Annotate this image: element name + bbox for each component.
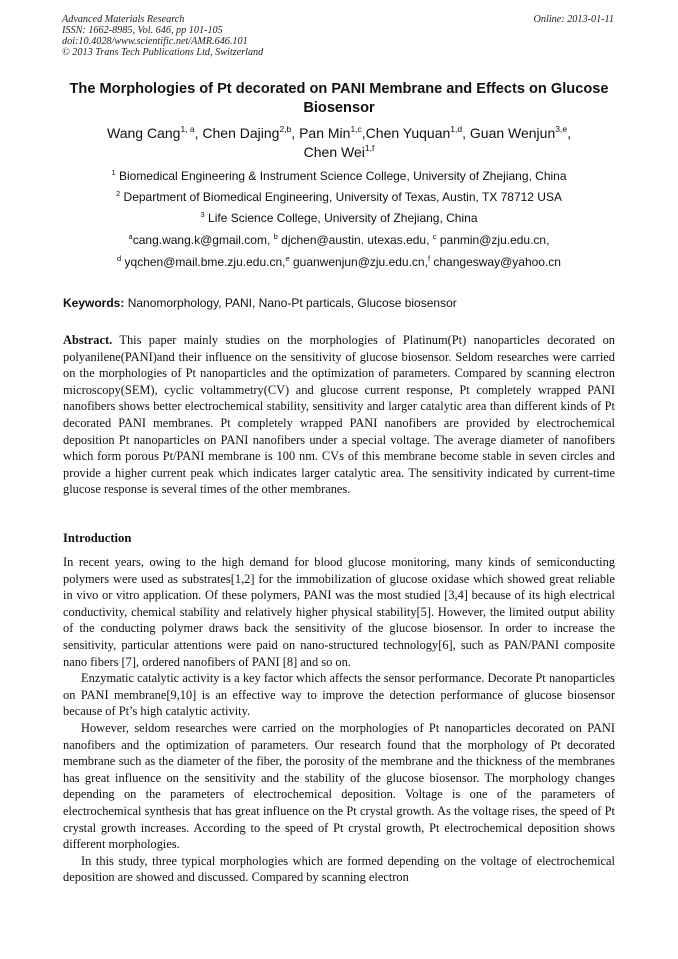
affiliation: $^1$ Biomedical Engineering & Instrument Science College, University of Zhejiang, China — [111, 168, 567, 183]
email-line — [60, 233, 618, 247]
email[interactable]: $^d$ yqchen@mail.bme.zju.edu.cn, — [117, 254, 286, 269]
copyright-line: © 2013 Trans Tech Publications Ltd, Switzerland — [62, 47, 264, 58]
abstract — [63, 332, 615, 498]
affiliation: $^2$ Department of Biomedical Engineering, University of Texas, Austin, TX 78712 USA — [116, 189, 562, 204]
abstract-text: This paper mainly studies on the morphologies of Platinum(Pt) nanoparticles decorated on polyanilene(PANI)and their influence on the sensitivity of glucose biosensor. Seldom researches were carried on the morphologies of Pt nanoparticles and the optimization of parameters. Compared by scanning electron microscopy(SEM), cyclic voltammetry(CV) and glucose current response, Pt completely wrapped PANI nanofibers shows better electrochemical stability, sensitivity and larger catalytic area than different kinds of Pt decorated PANI membranes. Pt completely wrapped PANI nanofibers are provided by electrochemical deposition Pt nanoparticles on PANI nanofibers under a special voltage. The average diameter of nanofibers which form porous Pt/PANI membrane is 100 nm. CVs of this membrane become stable in seven circles and provide a higher current peak which indicates larger catalytic area. The sensitivity indicated by current-time glucose response is several times of the other membranes. — [63, 333, 616, 497]
journal-name: Advanced Materials Research — [62, 14, 185, 25]
author: Pan Min$^{1,c}$, — [299, 124, 366, 141]
author: Guan Wenjun$^{3,e}$, — [469, 124, 571, 141]
email[interactable]: $^a$cang.wang.k@gmail.com, — [128, 232, 274, 247]
paragraph: Enzymatic catalytic activity is a key factor which affects the sensor performance. Decorate Pt nanoparticles on PANI membrane[9,10] is an effective way to improve the detection performance of glucose biosensor because of Pt’s high catalytic activity. — [63, 671, 615, 719]
doi-line: doi:10.4028/www.scientific.net/AMR.646.101 — [62, 36, 248, 47]
paragraph: In recent years, owing to the high demand for blood glucose monitoring, many kinds of semiconducting polymers were used as substrates[1,2] for the immobilization of glucose oxidase which showed great reliable in vivo or vitro application. Of these polymers, PANI was the most studied [3,4] because of its high electrical conductivity, chemical stability and relatively higher physical stability[5]. However, the limited output ability of the conducting polymer draws back the sensitivity of the glucose biosensor. In order to increase the sensitivity, particular attentions were paid on nano-structured technology[6], such as PAN/PANI composite nano fibers [7], ordered nanofibers of PANI [8] and so on. — [63, 555, 615, 669]
paragraph: However, seldom researches were carried on the morphologies of Pt nanoparticles decorated on PANI nanofibers and the optimization of parameters. Our research found that the morphology of Pt decorated membrane such as the diameter of the fiber, the porosity of the membrane and the thickness of the membranes has great influence on the sensitivity and the stability of the glucose biosensor. The morphology changes depending on the parameters of electrochemical deposition. Voltage is one of the parameters of electrochemical synthesis that has great influence on the Pt crystal growth. As the voltage rises, the speed of Pt crystal growth increases. According to the speed of Pt crystal growth, Pt electrochemical deposition shows different morphologies. — [63, 720, 615, 852]
paragraph: In this study, three typical morphologies which are formed depending on the voltage of electrochemical deposition are showed and discussed. Compared by scanning electron — [63, 853, 615, 885]
issn-line: ISSN: 1662-8985, Vol. 646, pp 101-105 — [62, 25, 223, 36]
keywords — [63, 296, 615, 310]
section-heading-introduction: Introduction — [63, 531, 132, 545]
email[interactable]: $^b$ djchen@austin. utexas.edu, — [273, 232, 433, 247]
keywords-text: Nanomorphology, PANI, Nano-Pt particals, Glucose biosensor — [127, 296, 457, 310]
paper-title: The Morphologies of Pt decorated on PANI Membrane and Effects on Glucose Biosensor — [69, 81, 609, 116]
abstract-label: Abstract. — [63, 333, 113, 347]
affiliation: $^3$ Life Science College, University of Zhejiang, China — [200, 210, 478, 225]
email[interactable]: $^e$ guanwenjun@zju.edu.cn, — [285, 254, 428, 269]
email[interactable]: $^c$ panmin@zju.edu.cn, — [432, 232, 550, 247]
author: Chen Yuquan$^{1,d}$, — [365, 124, 470, 141]
journal-header — [62, 14, 614, 58]
author: Wang Cang$^{1, a}$, — [107, 124, 203, 141]
email-line — [60, 255, 618, 269]
introduction-body — [63, 554, 615, 886]
online-date: Online: 2013-01-11 — [533, 14, 614, 25]
author: Chen Wei$^{1,f}$ — [303, 143, 375, 160]
email[interactable]: $^f$ changesway@yahoo.cn — [427, 254, 561, 269]
author: Chen Dajing$^{2,b}$, — [202, 124, 300, 141]
keywords-label: Keywords: — [63, 296, 125, 310]
author-list — [60, 124, 618, 162]
